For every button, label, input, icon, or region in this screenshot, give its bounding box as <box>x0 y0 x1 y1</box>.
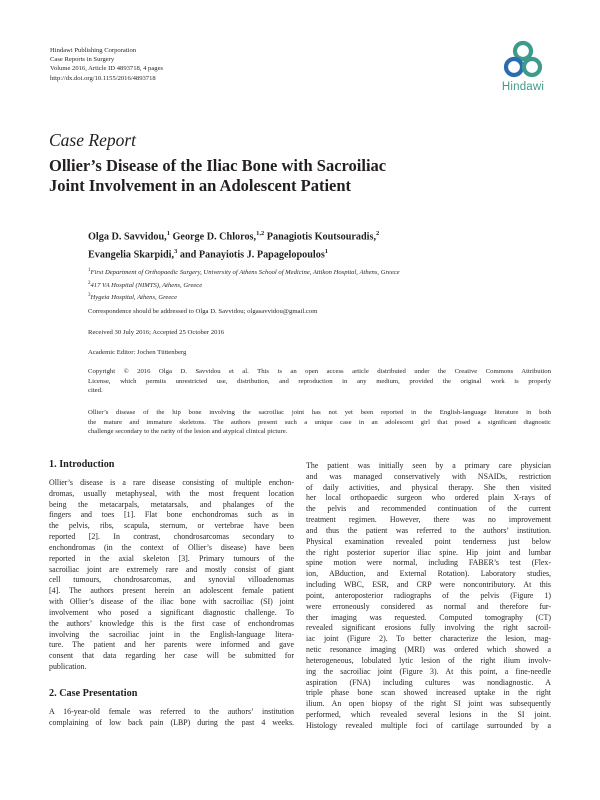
author-list <box>88 227 379 263</box>
case-presentation-body <box>49 707 294 729</box>
text-line: revealed significant erosions fully involving the right sacroil- <box>306 623 551 633</box>
text-line: were erroneously considered as normal and therefore fur- <box>306 601 551 611</box>
author-name: George D. Chloros, <box>172 231 257 243</box>
license-line: cited. <box>88 387 103 395</box>
text-line: and was managed conservatively with NSAIDs, restriction <box>306 471 551 481</box>
journal-header <box>50 46 163 83</box>
text-line: Ollier’s disease is a rare disease consisting of multiple enchon- <box>49 478 294 487</box>
text-line: ilium. An open biopsy of the right SI joint was subsequently <box>306 699 551 709</box>
text-line: the pelvis, ribs, scapula, sternum, or vertebrae have been <box>49 521 294 531</box>
text-line: point, anteroposterior radiographs of the pelvis (Figure 1) <box>306 590 551 600</box>
author-name: Evangelia Skarpidi, <box>88 249 175 261</box>
right-column <box>306 461 551 732</box>
author-name: Panagiotis Koutsouradis, <box>266 231 377 243</box>
text-line: [4]. The authors present herein an adolescent female patient <box>49 586 294 596</box>
text-line: involving the sacroiliac joint in the English-language litera- <box>49 629 294 639</box>
license-line: Copyright © 2016 Olga D. Savvidou et al. This is an open access article distributed under the Creative Commons Attribution <box>88 368 551 375</box>
affiliation-number: 1 <box>88 268 91 273</box>
text-line: reported [2]. In contrast, chondrosarcomas secondary to <box>49 532 294 542</box>
hindawi-logo-icon <box>502 40 544 80</box>
affiliation-text: First Department of Orthopaedic Surgery, University of Athens School of Medicine, Attikon Hospital, Athens, Greece <box>90 269 400 277</box>
abstract-line: challenge secondary to the rarity of the lesion and atypical clinical picture. <box>88 428 288 436</box>
text-line: the authors’ knowledge this is the first case of enchondromas <box>49 618 294 628</box>
text-line: consent that data regarding her case will be submitted for <box>49 651 294 661</box>
section-heading-case-presentation: 2. Case Presentation <box>49 687 138 699</box>
received-accepted-dates: Received 30 July 2016; Accepted 25 October 2016 <box>88 329 225 336</box>
article-type: Case Report <box>49 130 137 150</box>
text-line: Physical examination revealed point tenderness just below <box>306 536 551 546</box>
author-affiliation-mark: 1 <box>324 247 329 255</box>
journal-name: Case Reports in Surgery <box>50 56 115 64</box>
text-line: dromas, usually metaphyseal, with the most frequent location <box>49 488 294 498</box>
text-line: reported in the axial skeleton [3]. Primary tumours of the <box>49 553 294 563</box>
author-name: and Panayiotis J. Papagelopoulos <box>179 249 325 261</box>
hindawi-logo-text: Hindawi <box>501 81 545 93</box>
text-line: The patient was initially seen by a primary care physician <box>306 461 551 470</box>
text-line: iac joint (Figure 2). To better characterize the lesion, mag- <box>306 634 551 644</box>
text-line: triple phase bone scan showed increased uptake in the right <box>306 688 551 698</box>
author-name: Olga D. Savvidou, <box>88 231 167 243</box>
license-line: License, which permits unrestricted use, distribution, and reproduction in any medium, provided the original work is properly <box>88 377 551 385</box>
author-line <box>88 245 379 263</box>
text-line: netic resonance imaging (MRI) was ordered which showed a <box>306 645 551 655</box>
text-line: A 16-year-old female was referred to the authors’ institution <box>49 706 294 716</box>
abstract <box>88 408 551 437</box>
left-column <box>49 459 294 729</box>
author-affiliation-mark: 2 <box>376 230 380 237</box>
affiliation <box>88 279 400 292</box>
affiliation <box>88 266 400 279</box>
section-heading-introduction: 1. Introduction <box>49 459 115 470</box>
affiliation-text: Hygeia Hospital, Athens, Greece <box>90 294 178 302</box>
text-line: performed, which revealed several lesions in the SI joint. <box>306 710 551 720</box>
author-line <box>88 227 379 245</box>
text-line: publication. <box>49 662 87 672</box>
case-presentation-continued <box>306 461 551 732</box>
hindawi-logo <box>495 40 551 104</box>
affiliation-number: 2 <box>88 280 91 286</box>
publisher-line: Hindawi Publishing Corporation <box>50 47 137 54</box>
abstract-line: the mature and immature skeletons. The authors present such a unique case in an adolescent girl that posed a significant diagnostic <box>88 418 551 426</box>
text-line: being the metacarpals, metatarsals, and phalanges of the <box>49 499 294 509</box>
text-line: heterogeneous, lobulated lytic lesion of the right ilium involv- <box>306 655 551 665</box>
text-line: involvement who posed a significant diagnostic challenge. To <box>49 607 294 617</box>
introduction-body <box>49 478 294 673</box>
text-line: ture. The patient and her parents were informed and gave <box>49 640 294 650</box>
text-line: ing the sacroiliac joint (Figure 3). At this point, a fine-needle <box>306 666 551 676</box>
affiliation <box>88 291 400 304</box>
academic-editor: Academic Editor: Jochen Tüttenberg <box>88 349 187 356</box>
text-line: aspiration (FNA) including cultures was nondiagnostic. A <box>306 677 551 687</box>
title-line: Joint Involvement in an Adolescent Patient <box>49 175 352 195</box>
abstract-line: Ollier’s disease of the hip bone involving the sacroiliac joint has not yet been reported in the English-language literature in both <box>88 409 551 416</box>
text-line: the right posterior superior iliac spine. Hip joint and lumbar <box>306 547 551 557</box>
text-line: spine motion were normal, including FABER’s test (Flex- <box>306 558 551 568</box>
text-line: fingers and toes [1]. Flat bone enchondromas such as in <box>49 510 294 520</box>
volume-line: Volume 2016, Article ID 4893718, 4 pages <box>50 65 164 73</box>
doi-link[interactable]: http://dx.doi.org/10.1155/2016/4893718 <box>50 74 156 82</box>
text-line: complaining of low back pain (LBP) during the past 4 weeks. <box>49 717 294 727</box>
text-line: the pelvis and recommended continuation of the current <box>306 504 551 514</box>
affiliation-list <box>88 266 400 304</box>
text-line: enchondromas (in the context of Ollier’s disease) have been <box>49 542 294 552</box>
text-line: sacroiliac joint are extremely rare and mostly consist of giant <box>49 564 294 574</box>
correspondence: Correspondence should be addressed to Olga D. Savvidou; olgasavvidou@gmail.com <box>88 308 318 315</box>
text-line: her local orthopaedic surgeon who ordered plain X-rays of <box>306 493 551 503</box>
copyright-license <box>88 367 551 396</box>
author-affiliation-mark: 1 <box>166 230 170 237</box>
text-line: of daily activities, and physical therapy. She then visited <box>306 482 551 492</box>
text-line: Histology revealed multiple foci of cartilage surrounded by a <box>306 720 551 730</box>
text-line: and thus the patient was referred to the authors’ institution. <box>306 525 551 535</box>
affiliation-text: 417 VA Hospital (NIMTS), Athens, Greece <box>90 281 203 289</box>
author-affiliation-mark: 1,2 <box>256 230 265 237</box>
text-line: treatment regimen. However, there was no improvement <box>306 515 551 525</box>
title-line: Ollier’s Disease of the Iliac Bone with Sacroiliac <box>49 156 387 175</box>
affiliation-number: 3 <box>88 293 91 299</box>
page-title <box>49 156 386 195</box>
text-line: with Ollier’s disease of the iliac bone with sacroiliac (SI) joint <box>49 597 294 607</box>
text-line: ion, ABduction, and External Rotation). Laboratory studies, <box>306 569 551 579</box>
text-line: including WBC, ESR, and CRP were noncontributory. At this <box>306 580 551 590</box>
text-line: cell tumours, chondrosarcomas, and synovial villoadenomas <box>49 575 294 585</box>
text-line: ther imaging was requested. Computed tomography (CT) <box>306 612 551 622</box>
author-affiliation-mark: 3 <box>174 247 178 255</box>
